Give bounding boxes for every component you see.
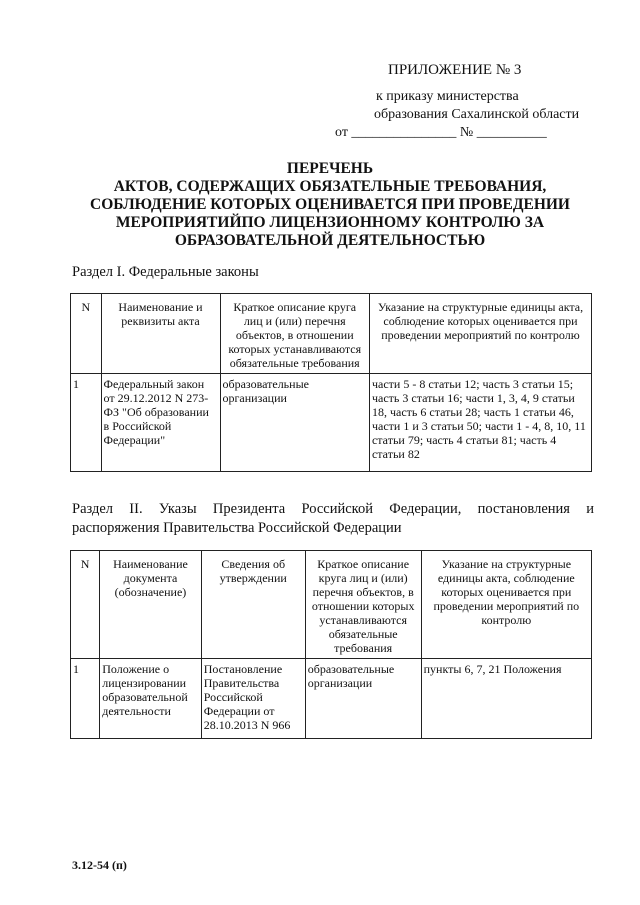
title-line: АКТОВ, СОДЕРЖАЩИХ ОБЯЗАТЕЛЬНЫЕ ТРЕБОВАНИЯ, <box>113 178 547 195</box>
appendix-label: ПРИЛОЖЕНИЕ № 3 <box>388 62 522 78</box>
title-line: ПЕРЕЧЕНЬ <box>286 160 374 177</box>
header-cell-structural-units: Указание на структурные единицы акта, соблюдение которых оценивается при проведении мероприятий по контролю <box>421 551 591 659</box>
cell-structural-units: пункты 6, 7, 21 Положения <box>421 659 591 739</box>
title-line: ОБРАЗОВАТЕЛЬНОЙ ДЕЯТЕЛЬНОСТЬЮ <box>174 232 486 249</box>
header-cell-structural-units: Указание на структурные единицы акта, соблюдение которых оценивается при проведении мероприятий по контролю <box>369 294 591 374</box>
table-row <box>71 659 592 739</box>
title-line: СОБЛЮДЕНИЕ КОТОРЫХ ОЦЕНИВАЕТСЯ ПРИ ПРОВЕДЕНИИ <box>90 196 570 213</box>
table-header-row <box>71 294 592 374</box>
cell-number: 1 <box>71 374 102 472</box>
cell-structural-units: части 5 - 8 статьи 12; часть 3 статьи 15; часть 3 статьи 16; части 1, 3, 4, 9 статьи 18, часть 6 статьи 28; часть 1 статьи 46, части 1 и 3 статьи 50; части 1 - 4, 8, 10, 11 статьи 79; часть 4 статьи 81; часть 4 статьи 82 <box>369 374 591 472</box>
cell-act-name: Федеральный закон от 29.12.2012 N 273-ФЗ "Об образовании в Российской Федерации" <box>101 374 220 472</box>
title-line: МЕРОПРИЯТИЙПО ЛИЦЕНЗИОННОМУ КОНТРОЛЮ ЗА <box>115 214 545 231</box>
document-code: 3.12-54 (п) <box>72 858 127 872</box>
header-cell-document-name: Наименование документа (обозначение) <box>100 551 201 659</box>
section-1-heading: Раздел I. Федеральные законы <box>72 264 259 280</box>
table-row <box>71 374 592 472</box>
order-date-number-line: от _______________ № __________ <box>335 125 547 140</box>
cell-description: образовательные организации <box>220 374 369 472</box>
order-reference-line-2: образования Сахалинской области <box>374 107 580 122</box>
document-title <box>60 160 600 250</box>
section-2-heading: Раздел II. Указы Президента Российской Федерации, постановления и распоряжения Правительства Российской Федерации <box>72 501 594 536</box>
header-cell-act-name: Наименование и реквизиты акта <box>101 294 220 374</box>
cell-document-name: Положение о лицензировании образовательной деятельности <box>100 659 201 739</box>
order-reference-line-1: к приказу министерства <box>376 89 519 104</box>
cell-approval: Постановление Правительства Российской Федерации от 28.10.2013 N 966 <box>201 659 305 739</box>
cell-description: образовательные организации <box>305 659 421 739</box>
federal-laws-table <box>70 293 592 472</box>
header-cell-number: N <box>71 294 102 374</box>
cell-number: 1 <box>71 659 100 739</box>
table-header-row <box>71 551 592 659</box>
government-acts-table <box>70 550 592 739</box>
header-cell-description: Краткое описание круга лиц и (или) перечня объектов, в отношении которых устанавливаются обязательные требования <box>305 551 421 659</box>
header-cell-description: Краткое описание круга лиц и (или) перечня объектов, в отношении которых устанавливаются обязательные требования <box>220 294 369 374</box>
header-cell-number: N <box>71 551 100 659</box>
header-cell-approval: Сведения об утверждении <box>201 551 305 659</box>
